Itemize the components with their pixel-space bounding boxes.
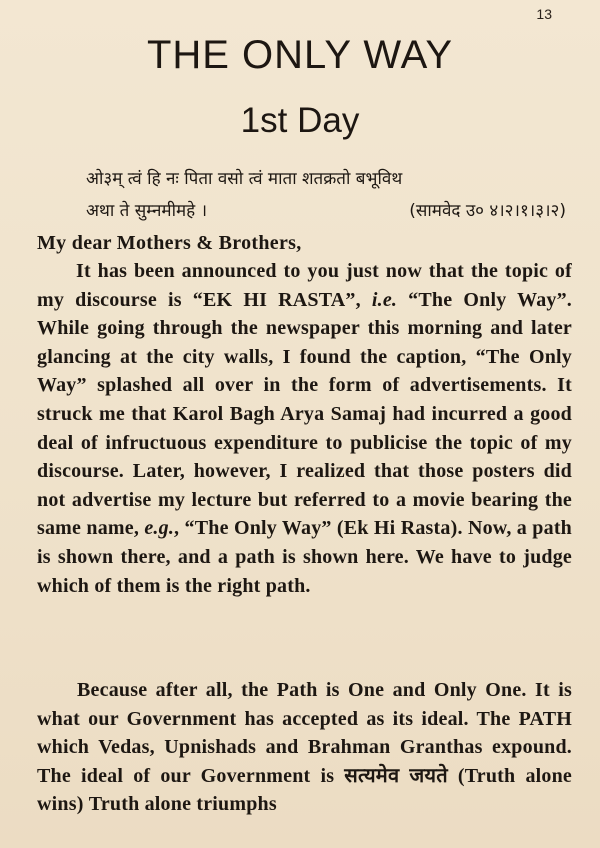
page-number: 13 xyxy=(536,6,552,22)
verse-text-2: अथा ते सुम्नमीमहे । xyxy=(86,201,208,221)
paragraph-1 xyxy=(37,257,572,600)
verse-line-2 xyxy=(86,195,566,227)
paragraph-1-part-3: , “The Only Way” (Ek Hi Rasta). Now, a path is shown there, and a path is shown here. We have to judge which of them is the right path. xyxy=(37,517,572,597)
chapter-title: 1st Day xyxy=(240,101,360,140)
verse-text-1: ओ३म् त्वं हि नः पिता वसो त्वं माता शतक्रतो बभूविथ xyxy=(86,169,403,189)
verse-citation: (सामवेद उ० ४।२।१।३।२) xyxy=(409,201,566,221)
paragraph-1-part-2: “The Only Way”. While going through the newspaper this morning and later glancing at the city walls, I found the caption, “The Only Way” splashed all over in the form of advertisements. It struck me that Karol Bagh Arya Samaj had incurred a good deal of infructuous expenditure to publicise the topic of my discourse. Later, however, I realized that those posters did not advertise my lecture but referred to a movie bearing the same name, xyxy=(37,288,573,540)
paragraph-2-part-2: (Truth alone wins) Truth alone triumphs xyxy=(37,764,572,816)
page-title: THE ONLY WAY xyxy=(146,33,454,77)
paragraph-2 xyxy=(37,676,572,819)
paragraph-1-part-1: It has been announced to you just now that the topic of my discourse is “EK HI RASTA”, xyxy=(37,260,572,311)
ie-abbreviation: i.e. xyxy=(371,288,398,311)
sanskrit-verse xyxy=(86,163,566,227)
salutation: My dear Mothers & Brothers, xyxy=(37,232,302,254)
eg-abbreviation: e.g. xyxy=(144,517,175,540)
sanskrit-motto: सत्यमेव जयते xyxy=(344,764,448,787)
paragraph-2-part-1: Because after all, the Path is One and Only One. It is what our Government has accepted as its ideal. The PATH which Vedas, Upnishads and Brahman Granthas expound. The ideal of our Government is xyxy=(37,679,572,787)
verse-line-1 xyxy=(86,163,566,195)
